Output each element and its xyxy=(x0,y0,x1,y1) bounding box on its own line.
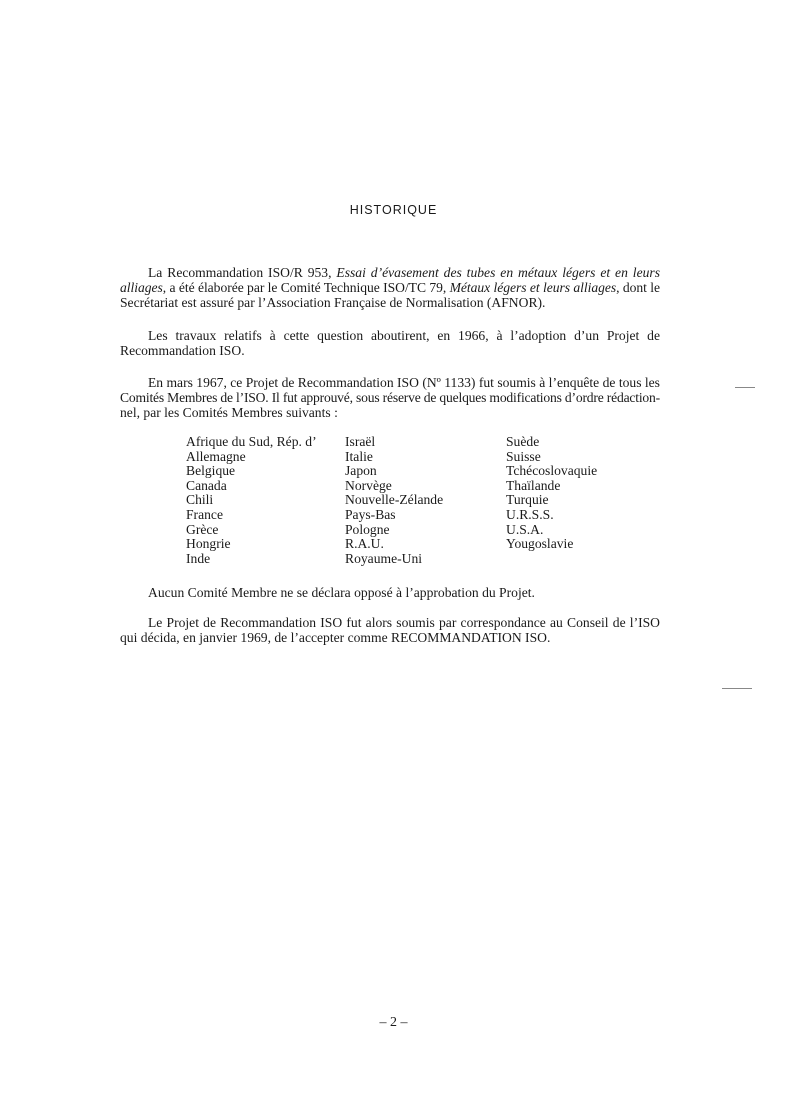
country-item: Nouvelle-Zélande xyxy=(345,492,444,508)
scan-mark xyxy=(735,387,755,388)
text-segment: Secrétariat est assuré par l’Association Française de Normalisation (AFNOR). xyxy=(120,295,546,310)
paragraph-line xyxy=(120,343,245,358)
text-segment: Aucun Comité Membre ne se déclara opposé à l’approbation du Projet. xyxy=(148,585,535,600)
country-item: Pays-Bas xyxy=(345,506,396,522)
country-item: Yougoslavie xyxy=(506,536,574,552)
country-item: Israël xyxy=(345,434,376,449)
country-item: Thaïlande xyxy=(506,477,561,493)
country-column xyxy=(345,435,443,566)
text-segment: La Recommandation ISO/R 953, xyxy=(148,265,337,280)
country-item: Afrique du Sud, Rép. d’ xyxy=(186,434,317,449)
country-item: Tchécoslovaquie xyxy=(506,463,598,479)
country-item: U.S.A. xyxy=(506,521,544,537)
page-title: HISTORIQUE xyxy=(349,203,438,217)
text-segment: , a été élaborée par le Comité Technique ISO/TC 79, xyxy=(162,280,450,295)
scan-mark xyxy=(722,688,752,689)
page-number: – 2 – xyxy=(379,1015,408,1030)
country-item: Canada xyxy=(186,477,227,493)
text-segment: qui décida, en janvier 1969, de l’accepter comme RECOMMANDATION ISO. xyxy=(120,630,551,645)
country-item: Japon xyxy=(345,463,377,479)
country-item: Italie xyxy=(345,448,373,464)
text-segment: Le Projet de Recommandation ISO fut alors soumis par correspondance au Conseil de l’ISO xyxy=(148,615,660,630)
country-item: Turquie xyxy=(506,492,549,508)
country-item: Pologne xyxy=(345,521,390,537)
text-segment: Les travaux relatifs à cette question aboutirent, en 1966, à l’adoption d’un Projet de xyxy=(148,328,660,343)
paragraph-line xyxy=(120,280,660,295)
paragraph-line xyxy=(148,265,660,280)
country-item: Suède xyxy=(506,434,540,449)
country-item: Allemagne xyxy=(186,448,246,464)
paragraph-line xyxy=(120,405,338,420)
country-item: Royaume-Uni xyxy=(345,550,423,566)
paragraph-line xyxy=(148,328,660,343)
text-segment: nel, par les Comités Membres suivants : xyxy=(120,405,338,420)
country-column xyxy=(186,435,317,566)
paragraph-line xyxy=(120,630,550,645)
text-segment: , dont le xyxy=(616,280,660,295)
text-segment: En mars 1967, ce Projet de Recommandation ISO (Nº 1133) fut soumis à l’enquête de tous les xyxy=(148,375,660,390)
country-item: Belgique xyxy=(186,463,236,479)
country-item: Norvège xyxy=(345,477,392,493)
country-item: Chili xyxy=(186,492,214,508)
country-item: Suisse xyxy=(506,448,541,464)
paragraph-line xyxy=(148,585,535,600)
paragraph-line xyxy=(148,615,660,630)
paragraph-line xyxy=(120,295,545,310)
country-column xyxy=(506,435,597,552)
country-item: R.A.U. xyxy=(345,536,384,552)
country-item: Grèce xyxy=(186,521,219,537)
italic-text: Essai d’évasement des tubes en métaux légers et en leurs xyxy=(336,265,660,280)
text-segment: Comités Membres de l’ISO. Il fut approuvé, sous réserve de quelques modifications d’ordre rédaction- xyxy=(120,390,660,405)
paragraph-line xyxy=(148,375,660,390)
country-item: Hongrie xyxy=(186,536,231,552)
country-item: France xyxy=(186,506,223,522)
country-item: Inde xyxy=(186,550,211,566)
country-item: U.R.S.S. xyxy=(506,506,554,522)
italic-text: alliages xyxy=(120,280,163,295)
italic-text: Métaux légers et leurs alliages xyxy=(449,280,617,295)
text-segment: Recommandation ISO. xyxy=(120,343,245,358)
paragraph-line xyxy=(120,390,660,405)
